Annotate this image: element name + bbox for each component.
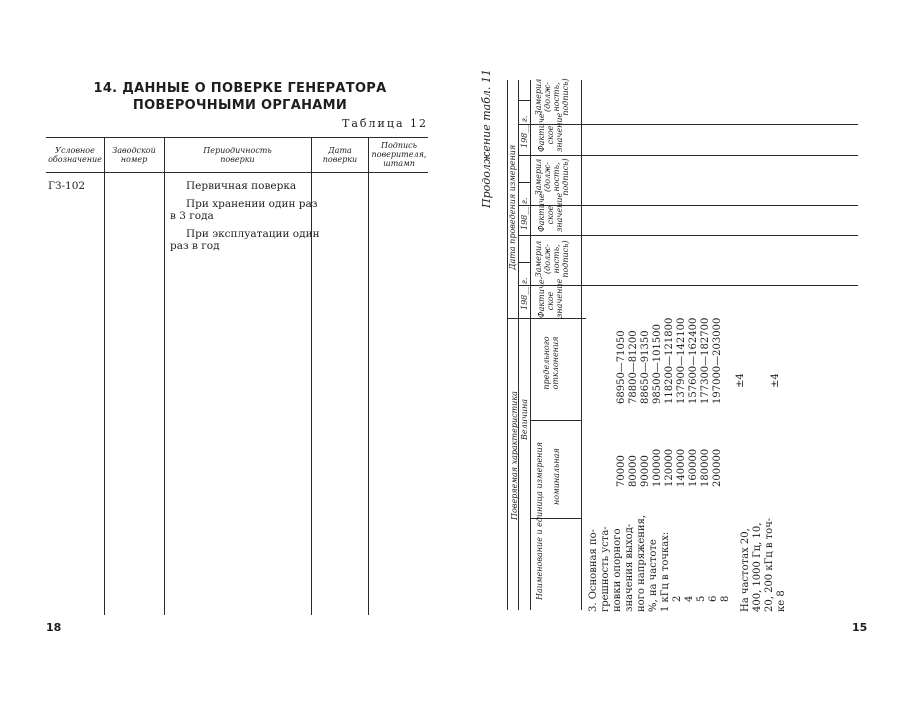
header-designation: Условное обозначение [48, 146, 102, 164]
header-factory-number: Заводской номер [112, 146, 156, 164]
header-limit-deviation: предельного отклонения [542, 336, 560, 390]
header-actual-2: Фактиче- ское значение [537, 190, 564, 232]
header-measured-by-2: Замерил (долж- ность, подпись) [534, 158, 570, 196]
header-year-1: 198__ г. [520, 277, 529, 310]
tolerance-value-2: ±4 [770, 373, 781, 388]
header-year-2: 198__ г. [520, 197, 529, 230]
cell-item-operation-1: При эксплуатации один [186, 228, 320, 240]
name-block: 3. Основная по- грешность уста- новки опорного значения выход- ного напряжения, %, на частоте 1 кГц в точках: 2 4 5 6 8 На частотах 20, 400, 1000 Гц, 10, 20, 200 кГц в точ- ке 8 [588, 514, 787, 612]
header-measured-by-3: Замерил (долж- ность, подпись) [534, 78, 570, 116]
page-number-left: 18 [46, 621, 62, 634]
cell-item-primary: Первичная поверка [186, 180, 297, 192]
header-date: Дата поверки [322, 146, 358, 164]
header-periodicity: Периодичность поверки [203, 146, 272, 164]
header-nominal: номинальная [552, 448, 561, 505]
header-measurement-date: Дата проведения измерения [508, 144, 517, 270]
header-magnitude: Величина [520, 398, 529, 440]
cell-item-storage-1: При хранении один раз [186, 198, 318, 210]
limit-values: 68950—71050 78800—81200 88650—91350 98500—101500 118200—121800 137900—142100 157600—162400 177300—182700 197000—203000 [616, 317, 723, 404]
section-title: 14. ДАННЫЕ О ПОВЕРКЕ ГЕНЕРАТОРА ПОВЕРОЧНЫМИ ОРГАНАМИ [93, 81, 387, 113]
cell-designation: ГЗ-102 [48, 180, 86, 192]
cell-item-operation-2: раз в год [170, 240, 220, 252]
header-signature: Подпись поверителя, штамп [371, 141, 427, 168]
page-number-right: 15 [852, 621, 868, 634]
nominal-values: 70000 80000 90000 100000 120000 140000 160000 180000 200000 [616, 448, 723, 487]
header-actual-1: Фактиче- ское значение [537, 276, 564, 318]
cell-item-storage-2: в 3 года [170, 210, 214, 222]
continuation-label: Продолжение табл. 11 [480, 69, 493, 208]
header-year-3: 198__ г. [520, 115, 529, 148]
table-label: Таблица 12 [342, 117, 428, 130]
header-name: Наименование и единица измерения [535, 442, 544, 600]
header-actual-3: Фактиче- ское значение [537, 110, 564, 152]
tolerance-value-1: ±4 [735, 373, 746, 388]
header-measured-by-1: Замерил (долж- ность, подпись) [534, 240, 570, 278]
header-checked-characteristic: Поверяемая характеристика [510, 391, 519, 520]
right-page [450, 0, 900, 701]
